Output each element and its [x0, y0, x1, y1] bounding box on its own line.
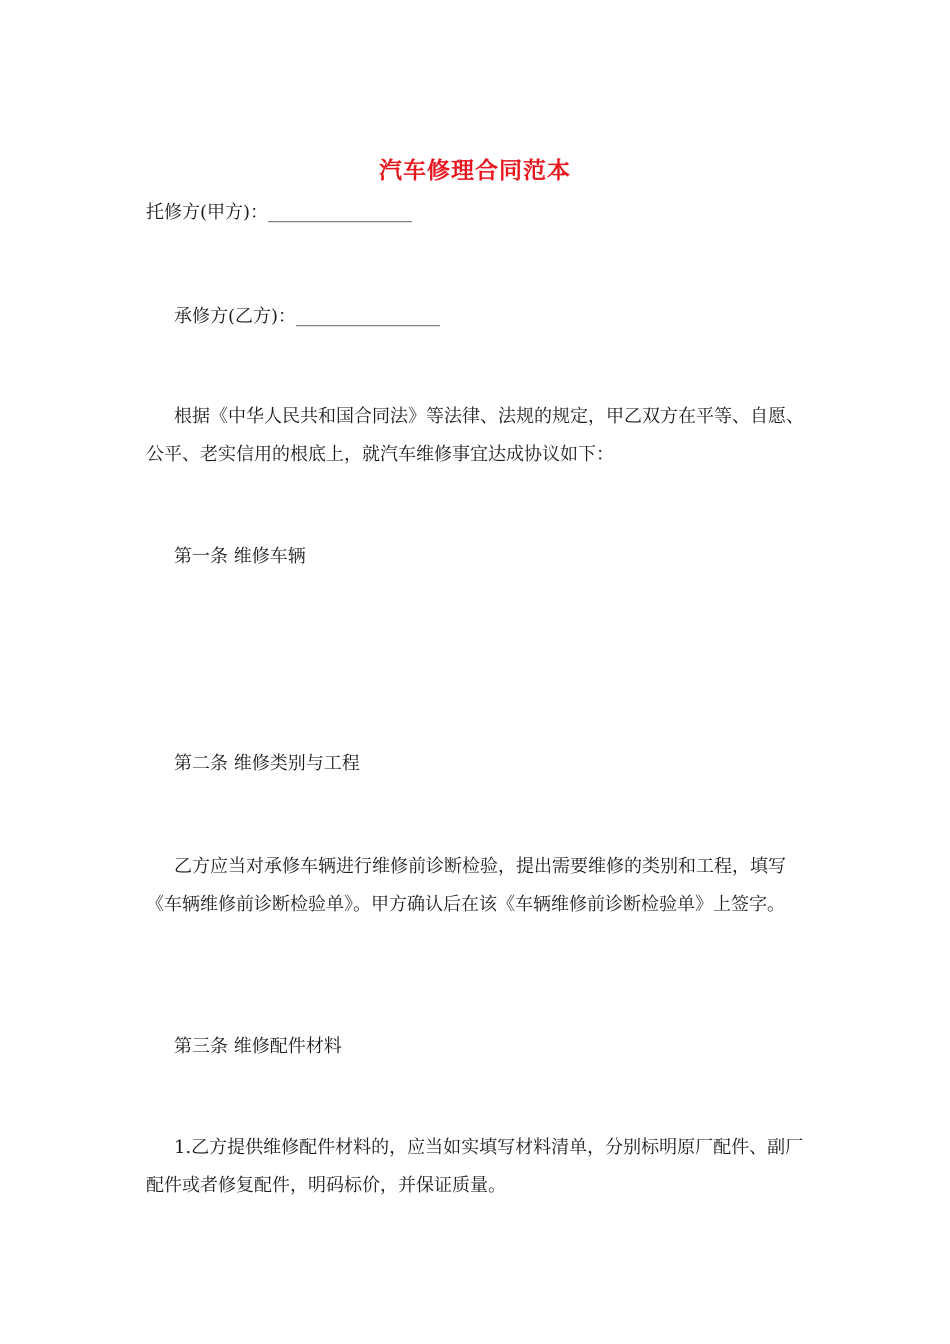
article-3-item-1: 1.乙方提供维修配件材料的，应当如实填写材料清单，分别标明原厂配件、副厂配件或者修复配件，明码标价，并保证质量。: [146, 1137, 804, 1196]
party-b-line: 承修方(乙方)：________________: [174, 306, 441, 327]
article-3-heading: 第三条 维修配件材料: [174, 1036, 342, 1057]
article-2-heading: 第二条 维修类别与工程: [174, 753, 360, 774]
document-title: 汽车修理合同范本: [379, 157, 571, 184]
intro-paragraph: 根据《中华人民共和国合同法》等法律、法规的规定，甲乙双方在平等、自愿、公平、老实信用的根底上，就汽车维修事宜达成协议如下：: [146, 406, 804, 465]
article-1-heading: 第一条 维修车辆: [174, 546, 306, 567]
party-a-line: 托修方(甲方)：________________: [146, 202, 413, 223]
article-2-paragraph: 乙方应当对承修车辆进行维修前诊断检验，提出需要维修的类别和工程，填写《车辆维修前诊断检验单》。甲方确认后在该《车辆维修前诊断检验单》上签字。: [146, 856, 786, 915]
